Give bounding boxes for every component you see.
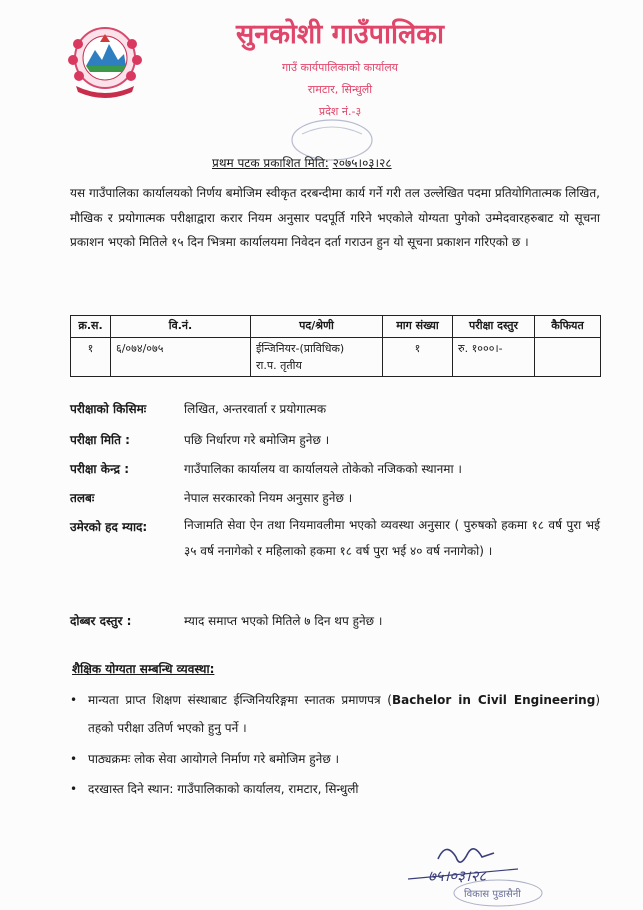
office-name: गाउँ कार्यपालिकाको कार्यालय	[281, 61, 399, 74]
municipality-emblem-icon	[62, 14, 148, 106]
col-header-post: पद/श्रेणी	[251, 316, 383, 338]
qualification-degree-suffix: ) तहको परीक्षा उतिर्ण भएको हुनु पर्ने ।	[88, 693, 601, 735]
province-label: प्रदेश नं.-३	[318, 105, 362, 118]
cell-post-line2: रा.प. तृतीय	[256, 359, 302, 372]
exam-center-label: परीक्षा केन्द्र :	[70, 462, 129, 476]
col-header-sn: क्र.स.	[71, 316, 111, 338]
salary-label: तलबः	[70, 491, 95, 505]
publication-date-label: प्रथम पटक प्रकाशित मिति:	[212, 156, 329, 170]
signature-icon	[398, 835, 548, 907]
cell-demand: १	[383, 338, 453, 377]
bullet-icon: •	[70, 782, 78, 796]
age-limit-label: उमेरको हद म्याद:	[70, 520, 148, 534]
qualification-degree-text: मान्यता प्राप्त शिक्षण संस्थाबाट ईन्जिनियरिङ्गमा स्नातक प्रमाणपत्र (	[88, 693, 392, 707]
notice-paragraph: यस गाउँपालिका कार्यालयको निर्णय बमोजिम स्वीकृत दरबन्दीमा कार्य गर्ने गरी तल उल्लेखित पदमा प्रतियोगितात्मक लिखित, मौखिक र प्रयोगात्मक परीक्षाद्वारा करार नियम अनुसार पदपूर्ति गरिने भएकोले योग्यता पुगेको उम्मेदवारहरुबाट यो सूचना प्रकाशन भएको मितिले १५ दिन भित्रमा कार्यालयमा निवेदन दर्ता गराउन हुन यो सूचना प्रकाशन गरिएको छ ।	[70, 186, 600, 249]
publication-date	[212, 154, 392, 171]
list-item	[70, 745, 600, 773]
col-header-fee: परीक्षा दस्तुर	[453, 316, 535, 338]
bullet-icon: •	[70, 693, 78, 707]
double-fee-label: दोब्बर दस्तुर :	[70, 614, 132, 628]
cell-remarks	[535, 338, 601, 377]
table-row	[71, 338, 601, 377]
exam-center-value: गाउँपालिका कार्यालय वा कार्यालयले तोकेको नजिकको स्थानमा ।	[184, 462, 462, 476]
cell-post	[251, 338, 383, 377]
col-header-demand: माग संख्या	[383, 316, 453, 338]
office-location: रामटार, सिन्धुली	[307, 83, 373, 96]
col-header-remarks: कैफियत	[535, 316, 601, 338]
cell-fee: रु. १०००।-	[453, 338, 535, 377]
vacancy-table	[70, 315, 601, 377]
age-limit-value: निजामति सेवा ऐन तथा नियमावलीमा भएको व्यवस्था अनुसार ( पुरुषको हकमा १८ वर्ष पुरा भई ३५ वर्ष ननागेको र महिलाको हकमा १८ वर्ष पुरा भई ४० वर्ष ननागेको) ।	[184, 518, 600, 558]
exam-type-label: परीक्षाको किसिमः	[70, 402, 147, 416]
exam-type-value: लिखित, अन्तरवार्ता र प्रयोगात्मक	[184, 402, 327, 416]
exam-date-label: परीक्षा मिति :	[70, 433, 130, 447]
municipality-title: सुनकोशी गाउँपालिका	[235, 19, 445, 50]
svg-text:७५।०३।२८: ७५।०३।२८	[428, 867, 487, 885]
svg-text:विकास पुडासैनी: विकास पुडासैनी	[464, 889, 521, 900]
bullet-icon: •	[70, 752, 78, 766]
salary-value: नेपाल सरकारको नियम अनुसार हुनेछ ।	[184, 491, 353, 505]
cell-sn: १	[71, 338, 111, 377]
table-header-row	[71, 316, 601, 338]
list-item	[70, 775, 600, 803]
col-header-adno: वि.नं.	[111, 316, 251, 338]
syllabus-text: पाठ्यक्रमः लोक सेवा आयोगले निर्माण गरे बमोजिम हुनेछ ।	[88, 752, 340, 766]
application-place-text: दरखास्त दिने स्थान: गाउँपालिकाको कार्यालय, रामटार, सिन्धुली	[88, 782, 359, 796]
cell-post-line1: ईन्जिनियर-(प्राविधिक)	[256, 342, 345, 355]
double-fee-value: म्याद समाप्त भएको मितिले ७ दिन थप हुनेछ ।	[184, 614, 383, 628]
qualification-title: शैक्षिक योग्यता सम्बन्धि व्यवस्था:	[72, 662, 215, 676]
exam-date-value: पछि निर्धारण गरे बमोजिम हुनेछ ।	[184, 433, 330, 447]
publication-date-value: २०७५।०३।२८	[332, 156, 392, 170]
qualification-degree-name: Bachelor in Civil Engineering	[391, 693, 596, 707]
list-item	[70, 686, 600, 742]
cell-adno: ६/०७४/०७५	[111, 338, 251, 377]
